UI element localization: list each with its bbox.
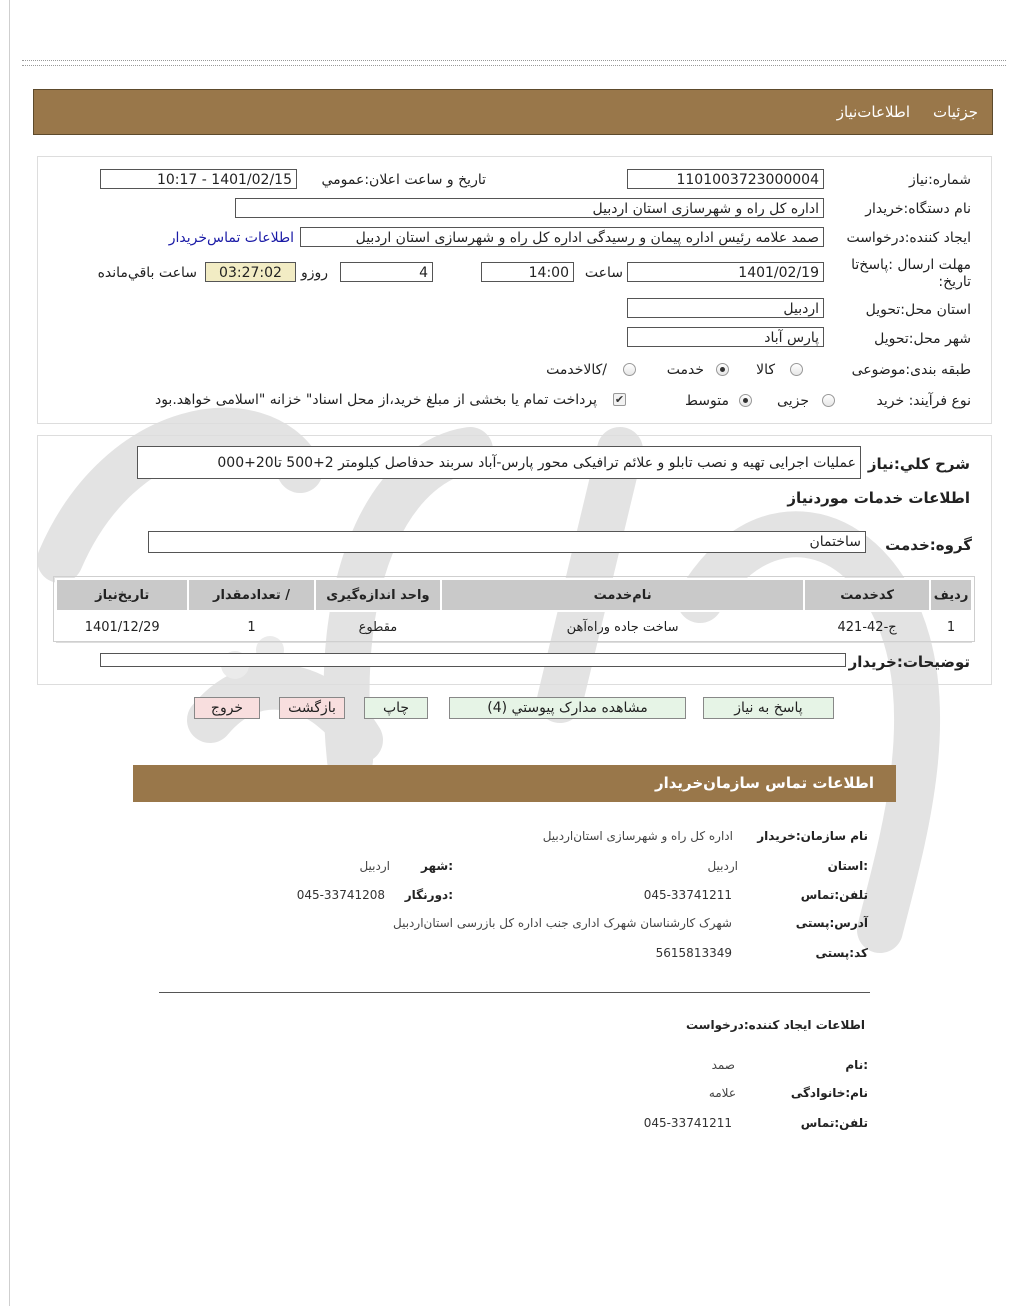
hour-label: ساعت — [584, 265, 623, 281]
process-partial-radio[interactable] — [822, 394, 835, 407]
contact-title: اطلاعات تماس سازمان‌خریدار — [654, 774, 874, 792]
col-unit: واحد اندازه‌گیری — [315, 579, 441, 611]
days-field: 4 — [340, 262, 433, 282]
buyer-contact-link[interactable]: اطلاعات تماس‌خریدار — [168, 230, 294, 246]
contact-address-label: آدرس:پستی — [795, 916, 868, 930]
contact-postal-value: 5615813349 — [655, 946, 732, 960]
remaining-time-field: 03:27:02 — [205, 262, 296, 282]
cell-date: 1401/12/29 — [56, 611, 188, 643]
days-label: روزو — [300, 265, 328, 281]
deadline-time-field: 14:00 — [481, 262, 574, 282]
category-service-radio[interactable] — [716, 363, 729, 376]
creator-title: اطلاعات ایجاد کننده:درخواست — [685, 1018, 865, 1032]
cell-unit: مقطوع — [315, 611, 441, 643]
top-dotted-divider — [22, 60, 1006, 66]
creator-name-value: صمد — [711, 1058, 735, 1072]
deadline-label: مهلت ارسال :پاسخ‌تا تاریخ: — [851, 257, 971, 290]
announce-label: تاریخ و ساعت اعلان:عمومي — [321, 172, 486, 188]
buyer-org-field: اداره کل راه و شهرسازی استان اردبیل — [235, 198, 824, 218]
process-medium-label: متوسط — [685, 393, 729, 409]
print-button[interactable]: چاپ — [364, 697, 428, 719]
process-medium-radio[interactable] — [739, 394, 752, 407]
city-label: شهر محل:تحویل — [874, 331, 971, 347]
org-name-label: نام سازمان:خریدار — [757, 829, 868, 843]
category-label: طبقه بندی:موضوعی — [851, 362, 971, 378]
category-goods-radio[interactable] — [790, 363, 803, 376]
contact-fax-label: :دورنگار — [404, 888, 453, 902]
services-table — [55, 578, 973, 643]
contact-province-value: اردبیل — [707, 859, 738, 873]
province-label: استان محل:تحویل — [865, 302, 971, 318]
contact-city-value: اردبیل — [359, 859, 390, 873]
view-documents-button[interactable]: مشاهده مدارک پیوستي (4) — [449, 697, 686, 719]
category-goods-label: کالا — [756, 362, 775, 378]
buyer-org-label: نام دستگاه:خریدار — [865, 201, 971, 217]
treasury-payment-note: پرداخت تمام یا بخشی از مبلغ خرید،از محل اسناد" خزانه "اسلامی خواهد.بود — [154, 392, 597, 408]
service-group-field: ساختمان — [148, 531, 866, 553]
need-number-field: 1101003723000004 — [627, 169, 824, 189]
requester-field: صمد علامه رئیس اداره پیمان و رسیدگی اداره کل راه و شهرسازی استان اردبیل — [300, 227, 824, 247]
back-button[interactable]: بازگشت — [279, 697, 345, 719]
buyer-notes-label: توضیحات:خریدار — [848, 653, 970, 671]
need-number-label: شماره:نیاز — [908, 172, 971, 188]
reply-button[interactable]: پاسخ به نیاز — [703, 697, 834, 719]
creator-phone-value: 045-33741211 — [643, 1116, 732, 1130]
province-field: اردبیل — [627, 298, 824, 318]
services-table-header — [56, 579, 972, 611]
cell-code: ج-42-421 — [804, 611, 930, 643]
remaining-label: ساعت باقي‌مانده — [97, 265, 197, 281]
creator-family-value: علامه — [708, 1086, 736, 1100]
process-type-label: نوع فرآیند: خرید — [876, 393, 971, 409]
col-qty: / تعدادمقدار — [188, 579, 314, 611]
table-row — [56, 611, 972, 643]
contact-phone-value: 045-33741211 — [643, 888, 732, 902]
contact-phone-label: تلفن:تماس — [800, 888, 868, 902]
creator-name-label: :نام — [845, 1058, 868, 1072]
contact-divider — [159, 992, 870, 993]
announce-date-field: 1401/02/15 - 10:17 — [100, 169, 297, 189]
details-header-bar — [33, 89, 993, 135]
category-both-label: /کالاخدمت — [546, 362, 607, 378]
deadline-date-field: 1401/02/19 — [627, 262, 824, 282]
contact-province-label: :استان — [827, 859, 868, 873]
cell-name: ساخت جاده وراه‌آهن — [441, 611, 804, 643]
city-field: پارس آباد — [627, 327, 824, 347]
cell-qty: 1 — [188, 611, 314, 643]
page-left-border — [9, 0, 10, 1306]
creator-family-label: نام:خانوادگی — [790, 1086, 868, 1100]
category-service-label: خدمت — [666, 362, 704, 378]
treasury-payment-checkbox[interactable]: ✔ — [614, 393, 625, 406]
org-name-value: اداره کل راه و شهرسازی استان‌اردبیل — [542, 829, 733, 843]
requester-label: ایجاد کننده:درخواست — [846, 230, 971, 246]
service-group-label: گروه:خدمت — [885, 536, 972, 554]
summary-field: عملیات اجرایی تهیه و نصب تابلو و علائم ترافیکی محور پارس-آباد سربند حدفاصل کیلومتر 2+500 تا20+000 — [137, 446, 861, 479]
col-date: تاریخ‌نیاز — [56, 579, 188, 611]
services-title: اطلاعات خدمات موردنیاز — [787, 489, 970, 507]
contact-header-bar — [133, 765, 896, 802]
col-name: نام‌خدمت — [441, 579, 804, 611]
creator-phone-label: تلفن:تماس — [800, 1116, 868, 1130]
cell-row: 1 — [930, 611, 972, 643]
category-both-radio[interactable] — [623, 363, 636, 376]
tab-need-info[interactable]: اطلاعات‌نیاز — [836, 103, 910, 121]
col-row: رديف — [930, 579, 972, 611]
tab-details[interactable]: جزئيات — [933, 103, 978, 121]
contact-address-value: شهرک کارشناسان شهرک اداری جنب اداره کل بازرسی استان‌اردبیل — [393, 916, 732, 930]
buyer-notes-field — [100, 653, 846, 667]
contact-postal-label: کد:پستی — [815, 946, 868, 960]
process-partial-label: جزیی — [777, 393, 809, 409]
contact-city-label: :شهر — [421, 859, 453, 873]
col-code: کدخدمت — [804, 579, 930, 611]
exit-button[interactable]: خروج — [194, 697, 260, 719]
summary-label: شرح کلي:نیاز — [867, 455, 970, 473]
contact-fax-value: 045-33741208 — [296, 888, 385, 902]
